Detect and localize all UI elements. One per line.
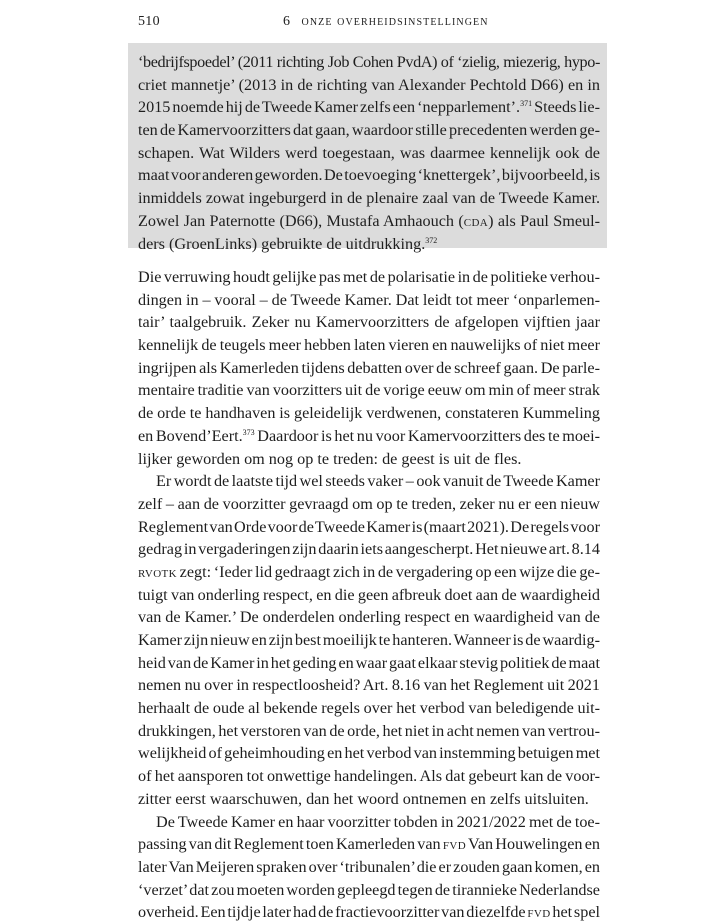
quote-line-text: ten de Kamervoorzitters dat gaan, waardoor stille precedenten werden ge-: [138, 121, 600, 140]
quote-line-text: ‘bedrijfspoedel’ (2011 richting Job Cohen PvdA) of ‘zielig, miezerig, hypo-: [138, 53, 600, 71]
body-line-text: zitter eerst waarschuwen, dan het woord ontnemen en zelfs uitsluiten.: [138, 789, 589, 808]
body-line: [138, 425, 600, 448]
body-line-text: Reglement van Orde voor de Tweede Kamer is (maart 2021). De regels voor: [138, 517, 600, 536]
chapter-heading: [283, 14, 489, 30]
body-line-text: lijker geworden om nog op te treden: de geest is uit de fles.: [138, 449, 522, 468]
body-line: [138, 833, 600, 856]
footnote-ref[interactable]: 373: [242, 427, 255, 437]
quote-line-text: schapen. Wat Wilders werd toegestaan, was daarmee kennelijk ook de: [138, 143, 600, 162]
quote-line: [138, 164, 600, 187]
body-line: [138, 266, 600, 289]
body-line-text: overheid. Een tijdje later had de fractievoorzitter van diezelfde: [138, 903, 528, 922]
quote-line-text: inmiddels zowat ingeburgerd in de plenaire zaal van de Tweede Kamer.: [138, 189, 600, 208]
body-line: [138, 652, 600, 675]
body-line-text: nemen nu over in respectloosheid? Art. 8.16 van het Reglement uit 2021: [138, 676, 600, 695]
body-line-text: mentaire traditie van voorzitters uit de vorige eeuw om min of meer strak: [138, 381, 600, 400]
body-line: [138, 357, 600, 380]
chapter-title: onze overheidsinstellingen: [301, 14, 489, 29]
body-line: [138, 379, 600, 402]
body-line-text: Daardoor is het nu voor Kamervoorzitters des te moei-: [254, 426, 600, 445]
body-line: [138, 334, 600, 357]
body-line-text: herhaalt de oude al bekende regels over het verbod van beledigende uit-: [138, 699, 600, 718]
body-line-text: of het aansporen tot onwettige handelingen. Als dat gebeurt kan de voor-: [138, 767, 600, 786]
body-line-text: passing van dit Reglement toen Kamerleden van: [138, 835, 443, 854]
body-line-text: drukkingen, het verstoren van de orde, het niet in acht nemen van vertrou-: [138, 721, 601, 740]
quote-line: [138, 210, 600, 233]
quote-line: [138, 187, 600, 210]
body-line: [138, 742, 600, 765]
body-line-text: Die verruwing houdt gelijke pas met de polarisatie in de politieke verhou-: [138, 268, 600, 286]
body-line: [138, 516, 600, 539]
quote-line-text: Steeds lie-: [532, 98, 600, 117]
party-abbreviation: fvd: [442, 835, 467, 854]
body-line-text: dingen in – vooral – de Tweede Kamer. Dat leidt tot meer ‘onparlemen-: [138, 290, 600, 309]
quote-line: [138, 51, 600, 74]
chapter-number: 6: [283, 14, 290, 29]
running-head: [138, 14, 600, 34]
quote-line: [138, 119, 600, 142]
quote-line-text: Zowel Jan Paternotte (D66), Mustafa Amhaouch (: [138, 211, 464, 230]
body-line: [138, 697, 600, 720]
body-line-text: Van Houwelingen en: [466, 835, 600, 854]
body-line: [138, 311, 600, 334]
body-line-text: welijkheid of geheimhouding en het verbod van instemming betuigen met: [138, 744, 600, 763]
body-line-text: van de Kamer.’ De onderdelen onderling respect en waardigheid van de: [138, 608, 600, 627]
footnote-ref[interactable]: 372: [425, 235, 438, 245]
quote-box: [128, 43, 607, 253]
body-line: [138, 584, 600, 607]
body-line: [138, 788, 600, 811]
quote-line: [138, 96, 600, 119]
quote-line-text: 2015 noemde hij de Tweede Kamer zelfs een ‘nepparlement’.: [138, 98, 521, 117]
body-line: [138, 901, 600, 924]
body-line-text: Kamer zijn nieuw en zijn best moeilijk te hanteren. Wanneer is de waardig-: [138, 631, 600, 649]
body-line-text: zegt: ‘Ieder lid gedraagt zich in de vergadering op een wijze die ge-: [177, 562, 600, 581]
body-line: [138, 765, 600, 788]
body-line-text: het spel: [550, 903, 600, 922]
body-line: [138, 470, 600, 493]
page-number: 510: [138, 14, 160, 29]
body-line: [138, 606, 600, 629]
body-line: [138, 720, 600, 743]
quote-line-text: criet mannetje’ (2013 in de richting van Alexander Pechtold D66) en in: [138, 75, 600, 94]
body-line-text: De Tweede Kamer en haar voorzitter tobden in 2021/2022 met de toe-: [156, 812, 600, 831]
body-line-text: kennelijk de teugels meer hebben laten vieren en nauwelijks of niet meer: [138, 336, 600, 355]
body-line: [138, 674, 600, 697]
body-line-text: heid van de Kamer in het geding en waar gaat elkaar stevig politiek de maat: [138, 653, 600, 672]
body-line: [138, 811, 600, 834]
party-abbreviation: fvd: [527, 903, 551, 922]
body-line: [138, 879, 600, 902]
rules-abbreviation: rvotk: [138, 562, 178, 581]
body-line: [138, 629, 600, 652]
body-line-text: Er wordt de laatste tijd wel steeds vaker – ook vanuit de Tweede Kamer: [156, 472, 600, 491]
body-line-text: de orde te handhaven is geleidelijk verdwenen, constateren Kummeling: [138, 404, 600, 423]
body-line-text: later Van Meijeren spraken over ‘tribunalen’ die er zouden gaan komen, en: [138, 857, 600, 876]
quote-box-text: [138, 51, 600, 255]
body-line-text: zelf – aan de voorzitter gevraagd om op te treden, zeker nu er een nieuw: [138, 494, 600, 513]
body-text: [138, 266, 600, 924]
body-line-text: ‘verzet’ dat zou moeten worden gepleegd tegen de tirannieke Nederlandse: [138, 880, 600, 899]
body-line-text: ingrijpen als Kamerleden tijdens debatten over de schreef gaan. De parle-: [138, 358, 600, 377]
body-line: [138, 561, 600, 584]
quote-line-text: ) als Paul Smeul-: [488, 211, 601, 230]
quote-line: [138, 142, 600, 165]
body-line-text: gedrag in vergaderingen zijn daarin iets aangescherpt. Het nieuwe art. 8.14: [138, 540, 600, 559]
footnote-ref[interactable]: 371: [520, 99, 533, 109]
body-line: [138, 402, 600, 425]
quote-line: [138, 233, 600, 256]
quote-line-text: ders (GroenLinks) gebruikte de uitdrukking.: [138, 234, 426, 253]
body-line: [138, 448, 600, 471]
quote-line-text: maat voor anderen geworden. De toevoeging ‘knettergek’, bijvoorbeeld, is: [138, 166, 600, 185]
body-line: [138, 493, 600, 516]
quote-line: [138, 74, 600, 97]
body-line: [138, 856, 600, 879]
body-line: [138, 538, 600, 561]
body-line-text: tuigt van onderling respect, en die geen afbreuk doet aan de waardigheid: [138, 585, 600, 604]
body-line-text: tair’ taalgebruik. Zeker nu Kamervoorzitters de afgelopen vijftien jaar: [138, 313, 600, 332]
body-line: [138, 289, 600, 312]
party-abbreviation: cda: [463, 211, 489, 230]
body-line-text: en Bovend’Eert.: [138, 426, 243, 445]
